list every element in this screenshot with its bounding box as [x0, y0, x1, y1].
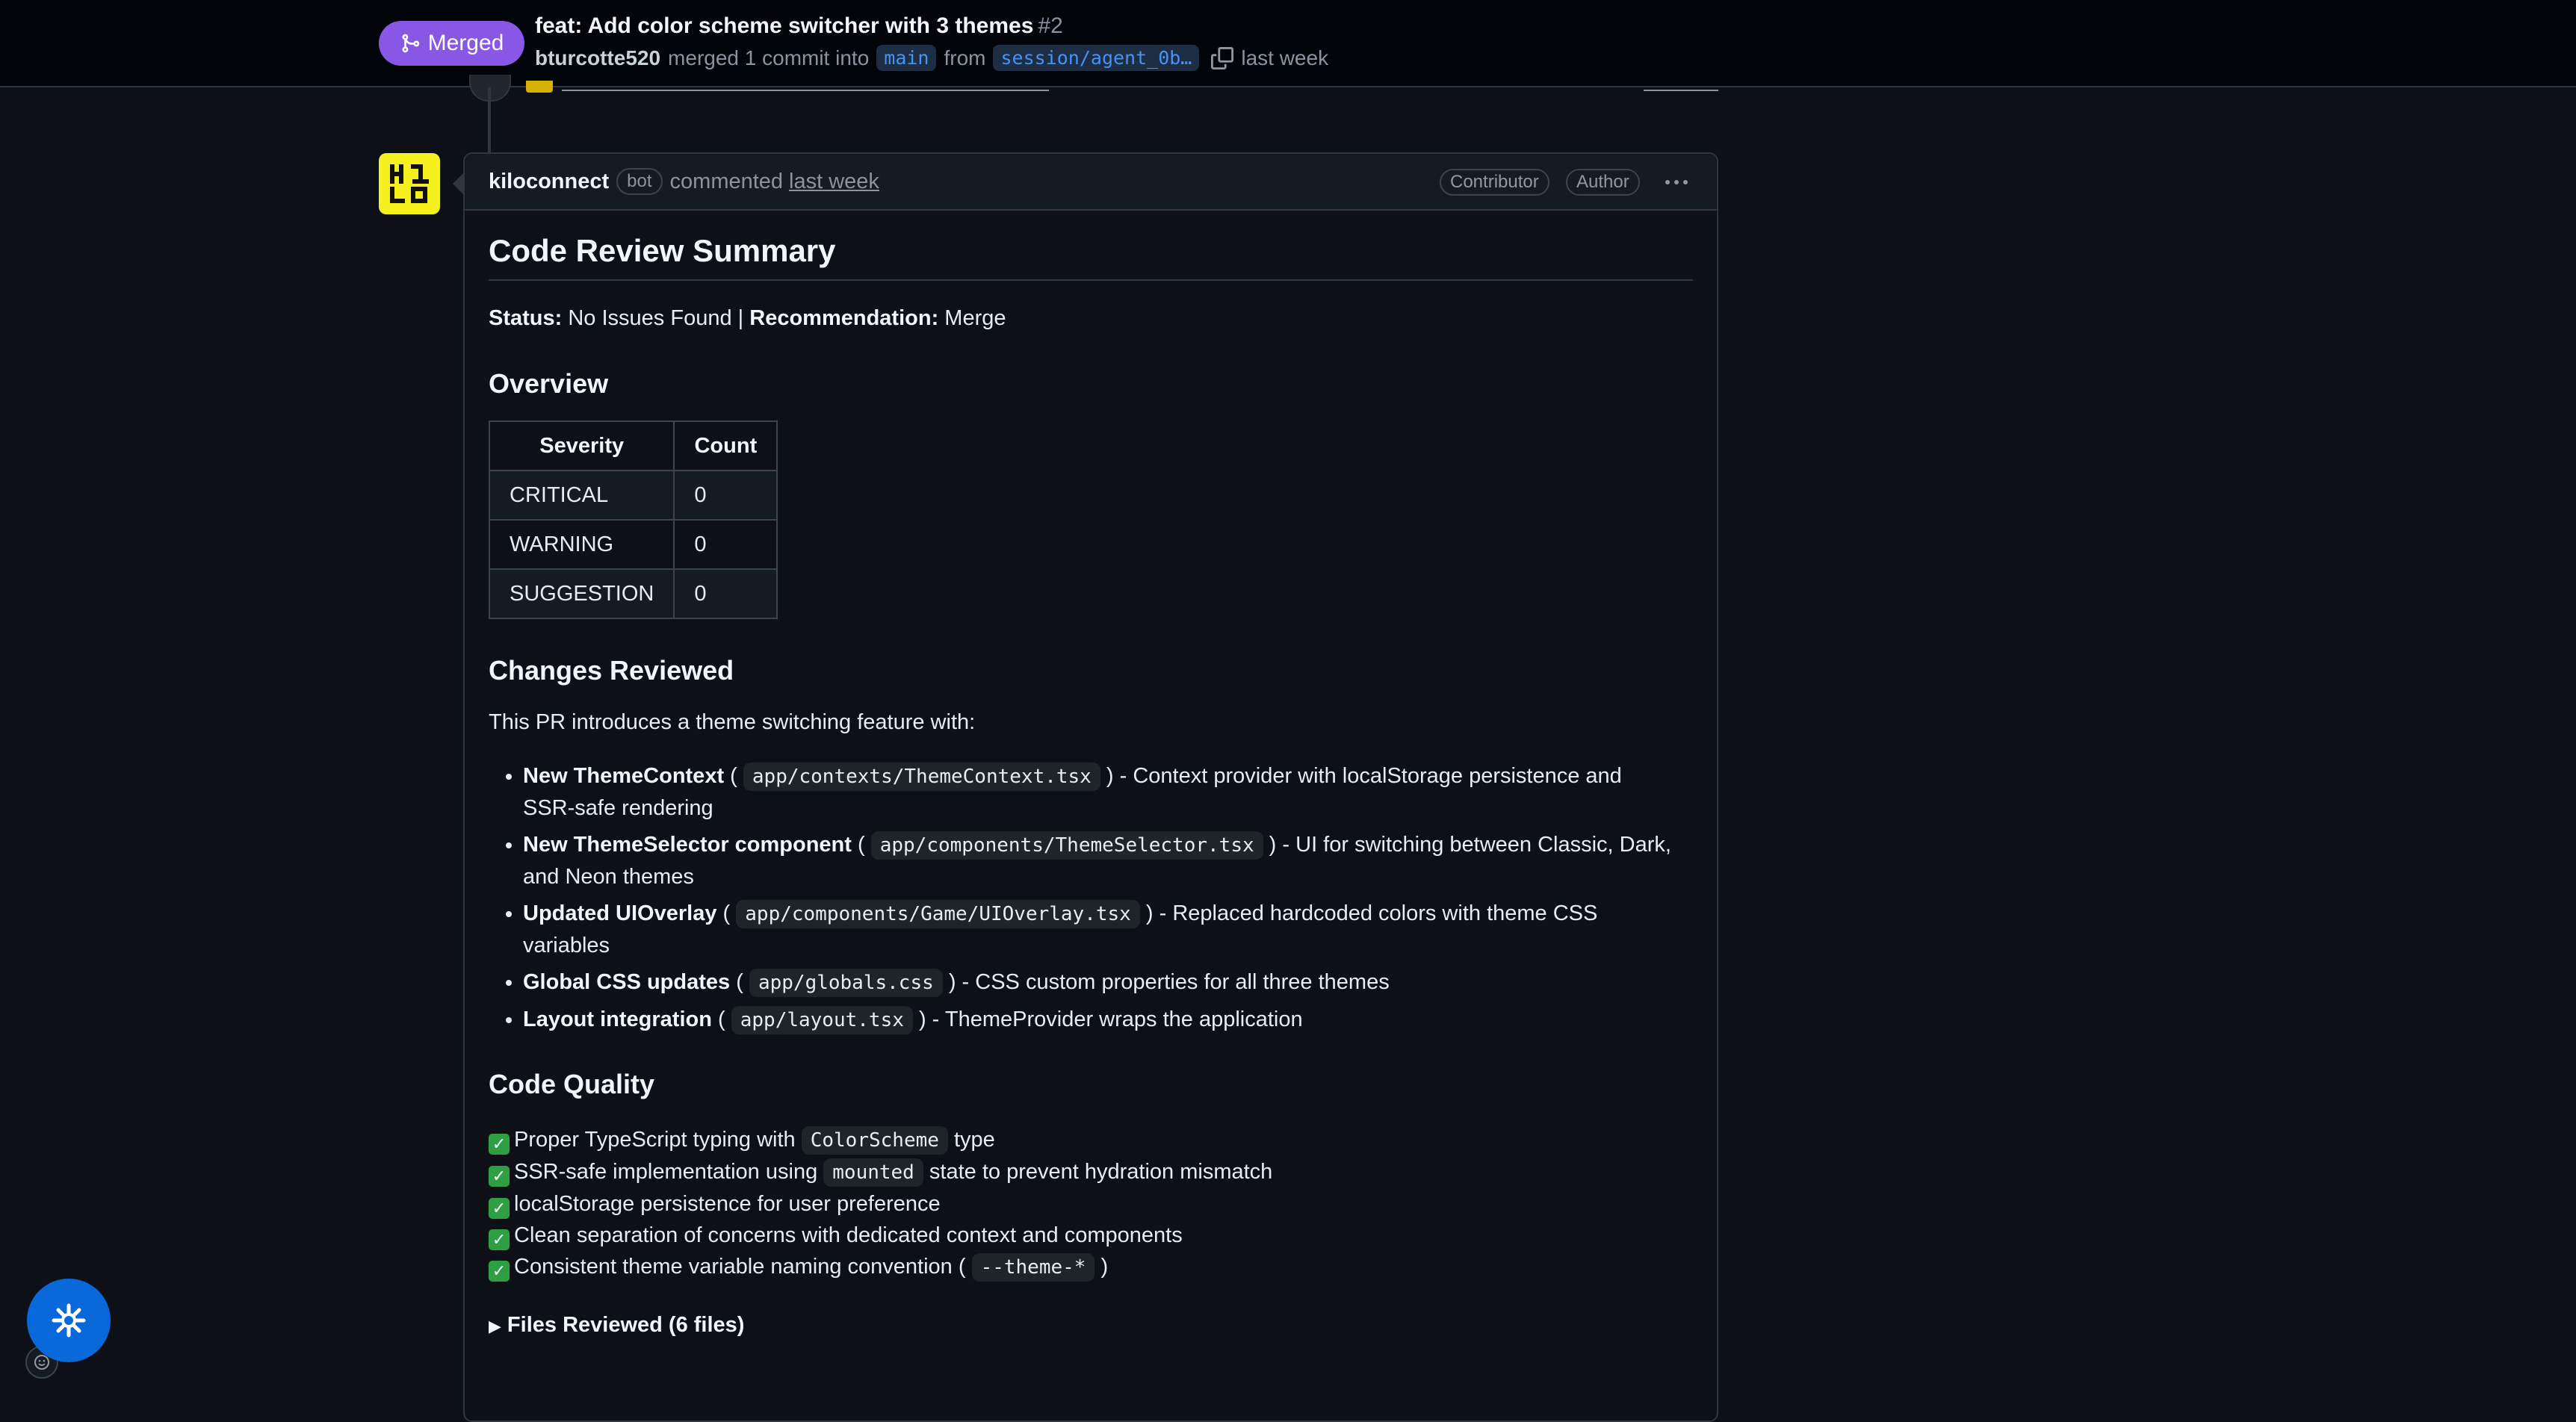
status-line: [489, 306, 1693, 331]
list-item: • New ThemeSelector component ( app/components/ThemeSelector.tsx ) - UI for switching between Classic, Dark, and Neon themes: [523, 829, 1693, 892]
changes-list: [489, 760, 1693, 1036]
merged-status-badge: [379, 21, 524, 66]
check-mark-icon: ✓: [489, 1198, 510, 1219]
list-item: • New ThemeContext ( app/contexts/ThemeContext.tsx ) - Context provider with localStorage persistence and SSR-safe rendering: [523, 760, 1693, 824]
table-cell: WARNING: [489, 520, 674, 569]
change-title: New ThemeSelector component: [523, 833, 852, 857]
list-item: • Updated UIOverlay ( app/components/Game/UIOverlay.tsx ) - Replaced hardcoded colors with theme CSS variables: [523, 898, 1693, 961]
list-item: [489, 1251, 1693, 1283]
table-cell: 0: [674, 471, 777, 520]
table-header-cell: Severity: [489, 421, 674, 471]
changes-heading: Changes Reviewed: [489, 655, 734, 686]
code-quality-heading: Code Quality: [489, 1069, 655, 1099]
code-quality-list: [489, 1124, 1693, 1283]
copy-icon[interactable]: [1211, 47, 1233, 69]
inline-code: mounted: [823, 1158, 923, 1187]
status-label: Status:: [489, 306, 563, 330]
floating-assistant-button[interactable]: [27, 1279, 111, 1362]
list-item: • Layout integration ( app/layout.tsx ) - ThemeProvider wraps the application: [523, 1004, 1693, 1036]
quality-text: localStorage persistence for user preference: [514, 1192, 941, 1216]
table-row: [489, 569, 777, 618]
bot-label: bot: [616, 168, 662, 195]
table-header-cell: Count: [674, 421, 777, 471]
change-desc: - UI for switching between Classic, Dark, and Neon themes: [523, 833, 1671, 889]
change-title: Updated UIOverlay: [523, 901, 717, 925]
pr-number: #2: [1038, 13, 1063, 38]
check-mark-icon: ✓: [489, 1134, 510, 1155]
change-desc: - Context provider with localStorage persistence and SSR-safe rendering: [523, 764, 1622, 820]
recommendation-label: Recommendation:: [749, 306, 939, 330]
files-reviewed-toggle[interactable]: [489, 1313, 1693, 1338]
git-merge-icon: [400, 33, 421, 54]
recommendation-value: Merge: [944, 306, 1006, 330]
inline-code: --theme-*: [972, 1253, 1095, 1282]
file-path: app/globals.css: [749, 969, 943, 997]
file-path: app/components/Game/UIOverlay.tsx: [736, 900, 1140, 928]
table-cell: CRITICAL: [489, 471, 674, 520]
comment-action: commented: [669, 169, 784, 193]
quality-text: type: [953, 1128, 995, 1152]
base-branch[interactable]: main: [876, 45, 936, 71]
check-mark-icon: ✓: [489, 1261, 510, 1282]
check-mark-icon: ✓: [489, 1166, 510, 1187]
pr-action-text: merged 1 commit into: [668, 46, 870, 69]
inline-code: ColorScheme: [802, 1126, 948, 1155]
table-header-row: [489, 421, 777, 471]
comment-header: [465, 154, 1717, 211]
previous-event-time-link[interactable]: [1644, 90, 1718, 91]
files-reviewed-label[interactable]: Files Reviewed (6 files): [507, 1313, 745, 1337]
file-path: app/contexts/ThemeContext.tsx: [743, 763, 1100, 791]
sticky-pr-header: [0, 0, 2576, 87]
pr-title-text[interactable]: feat: Add color scheme switcher with 3 themes: [535, 13, 1034, 38]
pr-meta: [535, 45, 1328, 71]
contributor-label[interactable]: Contributor: [1440, 169, 1549, 196]
summary-heading: Code Review Summary: [489, 211, 1693, 281]
previous-event-link[interactable]: [562, 90, 1049, 91]
change-desc: - CSS custom properties for all three themes: [962, 970, 1390, 994]
kebab-horizontal-icon: [1663, 170, 1690, 194]
timeline-line: [488, 87, 491, 155]
head-branch[interactable]: session/agent_0b…: [993, 45, 1199, 71]
table-cell: 0: [674, 569, 777, 618]
severity-table: [489, 420, 778, 619]
pr-title[interactable]: [535, 13, 1063, 39]
previous-event-avatar: [526, 81, 553, 93]
commenter-name[interactable]: kiloconnect: [489, 169, 610, 193]
change-title: Global CSS updates: [523, 970, 731, 994]
disclosure-triangle-icon: ▶: [489, 1317, 501, 1335]
status-value: No Issues Found |: [568, 306, 744, 330]
author-label[interactable]: Author: [1566, 169, 1640, 196]
overview-heading: Overview: [489, 368, 609, 399]
quality-text: state to prevent hydration mismatch: [929, 1160, 1273, 1184]
change-desc: - ThemeProvider wraps the application: [932, 1007, 1303, 1031]
table-cell: 0: [674, 520, 777, 569]
changes-intro: This PR introduces a theme switching feature with:: [489, 710, 976, 734]
list-item: [489, 1156, 1693, 1188]
list-item: [489, 1124, 1693, 1156]
check-mark-icon: ✓: [489, 1229, 510, 1250]
table-row: [489, 520, 777, 569]
file-path: app/components/ThemeSelector.tsx: [871, 831, 1263, 860]
table-cell: SUGGESTION: [489, 569, 674, 618]
from-text: from: [944, 46, 986, 69]
review-comment: [463, 152, 1718, 1422]
quality-text: Proper TypeScript typing with: [514, 1128, 796, 1152]
quality-text: SSR-safe implementation using: [514, 1160, 818, 1184]
quality-text: Consistent theme variable naming convention (: [514, 1255, 966, 1279]
comment-time-link[interactable]: last week: [789, 169, 879, 193]
comment-caret: [453, 173, 463, 194]
file-path: app/layout.tsx: [731, 1006, 913, 1034]
merged-label: Merged: [427, 31, 504, 55]
quality-text: Clean separation of concerns with dedicated context and components: [514, 1223, 1183, 1247]
list-item: • Global CSS updates ( app/globals.css ) - CSS custom properties for all three themes: [523, 966, 1693, 999]
comment-body: [465, 211, 1717, 1338]
comment-options-button[interactable]: [1660, 170, 1693, 194]
change-desc: - Replaced hardcoded colors with theme CSS variables: [523, 901, 1598, 957]
change-title: New ThemeContext: [523, 764, 725, 788]
asterisk-sparkle-icon: [49, 1301, 88, 1340]
kiloconnect-avatar[interactable]: [379, 153, 440, 214]
kilo-logo-icon: [379, 153, 440, 214]
quality-text: ): [1100, 1255, 1109, 1279]
list-item: [489, 1220, 1693, 1251]
change-title: Layout integration: [523, 1007, 712, 1031]
table-row: [489, 471, 777, 520]
list-item: [489, 1188, 1693, 1220]
pr-author-link[interactable]: bturcotte520: [535, 46, 661, 69]
pr-time[interactable]: last week: [1241, 46, 1329, 69]
